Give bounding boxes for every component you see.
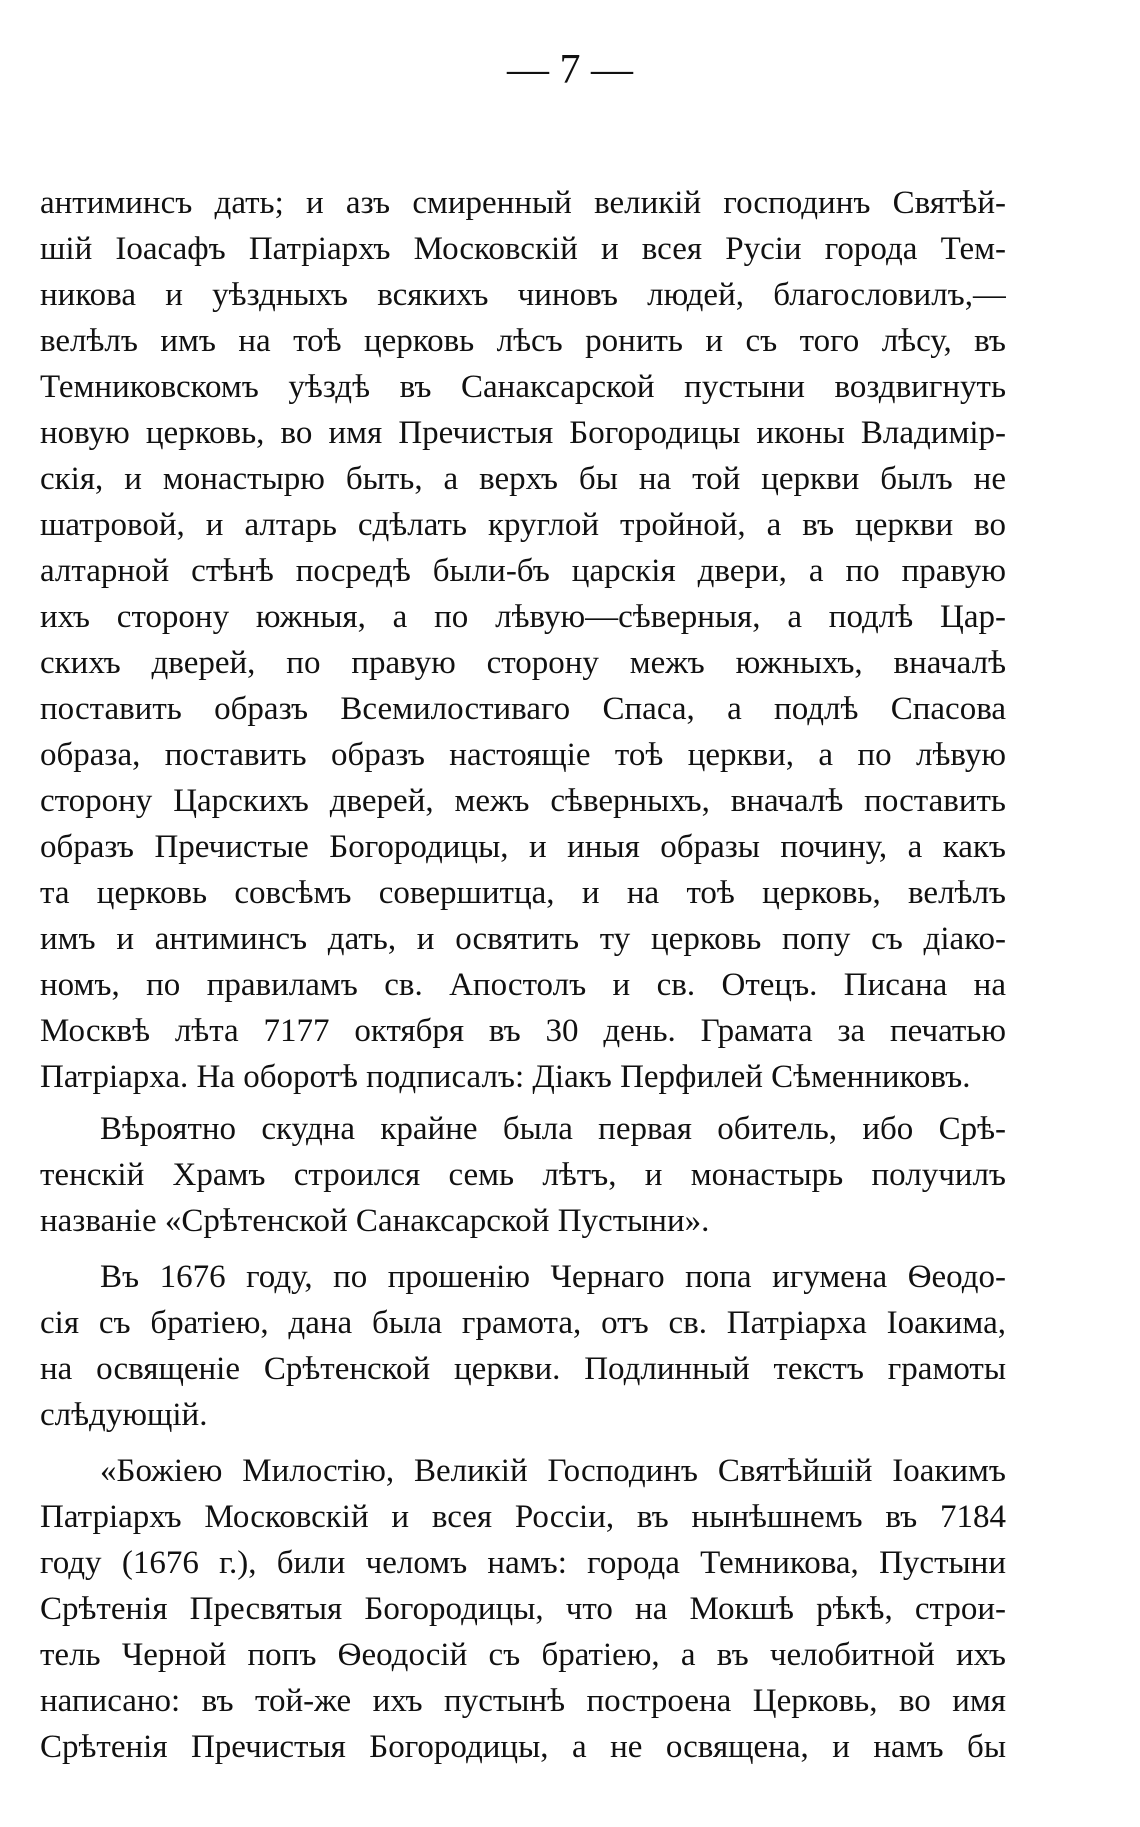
text-line: сторону Царскихъ дверей, межъ сѣверныхъ, вначалѣ поставить [40,783,1006,819]
text-line: году (1676 г.), били челомъ намъ: города Темникова, Пустыни [40,1545,1006,1581]
text-line: велѣлъ имъ на тоѣ церковь лѣсъ ронить и съ того лѣсу, въ [40,323,1006,359]
text-line: новую церковь, во имя Пречистыя Богородицы иконы Владимір- [40,415,1006,451]
text-line: образъ Пречистые Богородицы, и иныя образы почину, а какъ [40,829,1006,865]
text-line: скихъ дверей, по правую сторону межъ южныхъ, вначалѣ [40,645,1006,681]
text-line: слѣдующій. [40,1397,208,1433]
text-line: антиминсъ дать; и азъ смиренный великій господинъ Святѣй- [40,185,1006,221]
text-line: скія, и монастырю быть, а верхъ бы на той церкви былъ не [40,461,1006,497]
text-line: Срѣтенія Пречистыя Богородицы, а не освящена, и намъ бы [40,1729,1006,1765]
text-line: написано: въ той-же ихъ пустынѣ построена Церковь, во имя [40,1683,1006,1719]
text-line: тенскій Храмъ строился семь лѣтъ, и монастырь получилъ [40,1157,1006,1193]
text-block [40,180,1006,1770]
text-line: Патріарха. На оборотѣ подписалъ: Діакъ Перфилей Сѣменниковъ. [40,1059,971,1095]
paragraph [40,1106,1006,1244]
text-line: на освященіе Срѣтенской церкви. Подлинный текстъ грамоты [40,1351,1006,1387]
text-line: сія съ братіею, дана была грамота, отъ св. Патріарха Іоакима, [40,1305,1006,1341]
text-line: поставить образъ Всемилостиваго Спаса, а подлѣ Спасова [40,691,1006,727]
text-line: Вѣроятно скудна крайне была первая обитель, ибо Срѣ- [100,1111,1006,1147]
text-line: Въ 1676 году, по прошенію Чернаго попа игумена Ѳеодо- [100,1259,1006,1295]
text-line: та церковь совсѣмъ совершитца, и на тоѣ церковь, велѣлъ [40,875,1006,911]
text-line: шатровой, и алтарь сдѣлать круглой тройной, а въ церкви во [40,507,1006,543]
text-line: ихъ сторону южныя, а по лѣвую—сѣверныя, а подлѣ Цар- [40,599,1006,635]
text-line: Срѣтенія Пресвятыя Богородицы, что на Мокшѣ рѣкѣ, строи- [40,1591,1006,1627]
paragraph [40,1448,1006,1770]
text-line: образа, поставить образъ настоящіе тоѣ церкви, а по лѣвую [40,737,1006,773]
text-line: «Божіею Милостію, Великій Господинъ Святѣйшій Іоакимъ [100,1453,1006,1489]
text-line: имъ и антиминсъ дать, и освятить ту церковь попу съ діако- [40,921,1006,957]
paragraph [40,180,1006,1100]
text-line: Патріархъ Московскій и всея Россіи, въ нынѣшнемъ въ 7184 [40,1499,1006,1535]
text-line: шій Іоасафъ Патріархъ Московскій и всея Русіи города Тем- [40,231,1006,267]
text-line: Темниковскомъ уѣздѣ въ Санаксарской пустыни воздвигнуть [40,369,1006,405]
text-line: Москвѣ лѣта 7177 октября въ 30 день. Грамата за печатью [40,1013,1006,1049]
text-line: номъ, по правиламъ св. Апостолъ и св. Отецъ. Писана на [40,967,1006,1003]
text-line: тель Черной попъ Ѳеодосій съ братіею, а въ челобитной ихъ [40,1637,1006,1673]
text-line: названіе «Срѣтенской Санаксарской Пустыни». [40,1203,710,1239]
paragraph [40,1254,1006,1438]
page-number: — 7 — [507,47,633,93]
text-line: никова и уѣздныхъ всякихъ чиновъ людей, благословилъ,— [40,277,1006,313]
text-line: алтарной стѣнѣ посредѣ были-бъ царскія двери, а по правую [40,553,1006,589]
